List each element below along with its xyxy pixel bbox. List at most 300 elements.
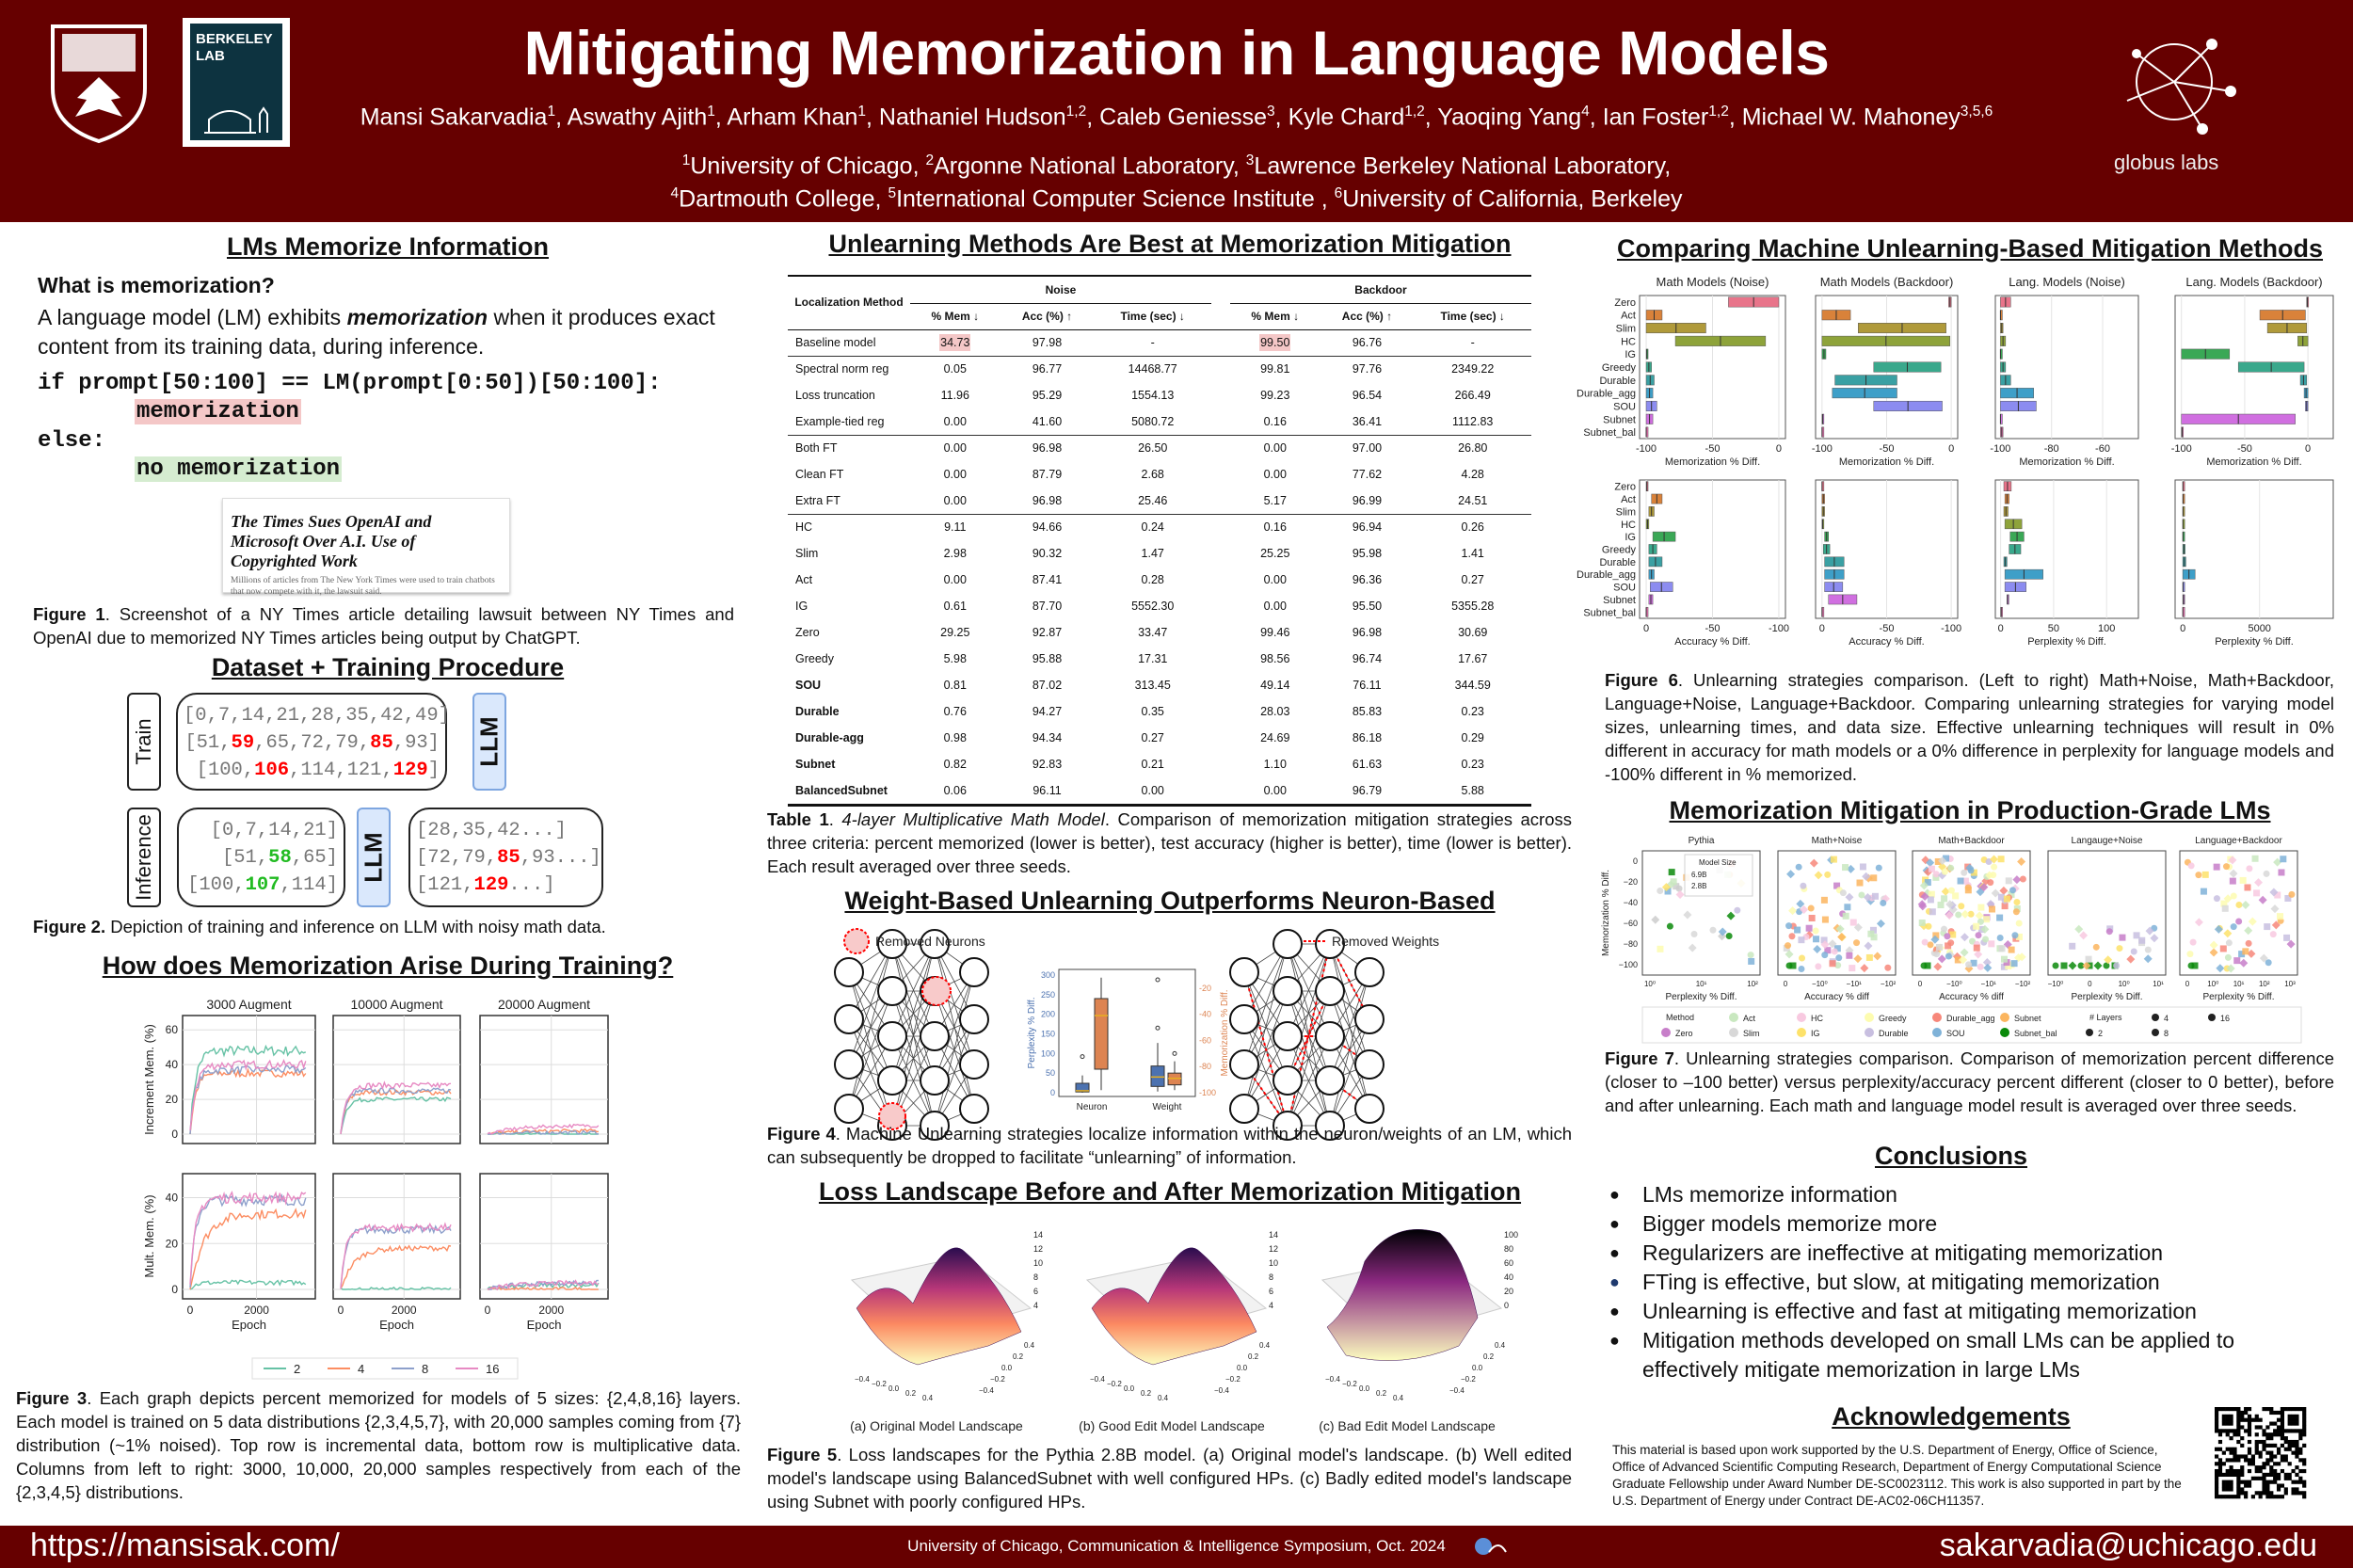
qr-module	[2291, 1415, 2295, 1418]
qr-module	[2248, 1440, 2251, 1444]
qr-module	[2269, 1451, 2273, 1455]
qr-module	[2233, 1469, 2236, 1473]
scatter-point	[2223, 863, 2230, 870]
value-cell	[1094, 356, 1211, 382]
qr-module	[2265, 1473, 2269, 1477]
scatter-point	[1996, 915, 2003, 921]
z-tick-label: 10	[1269, 1258, 1279, 1268]
scatter-point	[2009, 887, 2016, 893]
spacer-cell	[1211, 777, 1230, 804]
value: 0.27	[1141, 731, 1164, 744]
qr-module	[2215, 1473, 2218, 1477]
value: 95.88	[1032, 652, 1063, 665]
value: 0.00	[943, 493, 967, 507]
vertical-label: Inference	[132, 814, 155, 901]
value-cell	[1414, 777, 1531, 804]
value-cell	[1094, 461, 1211, 488]
qr-module	[2259, 1425, 2263, 1429]
qr-module	[2281, 1429, 2284, 1432]
value: 25.46	[1138, 493, 1168, 507]
qr-module	[2295, 1487, 2298, 1491]
qr-module	[2281, 1495, 2284, 1498]
method-cell: Act	[795, 573, 813, 586]
panel-caption: (a) Original Model Landscape	[850, 1418, 1023, 1433]
table-1-caption: Table 1. 4-layer Multiplicative Math Model. Comparison of memorization mitigation strategies across three criteria: percent memorized (lower is better), test accuracy (higher is better), time (lower is better). Each result averaged over three seeds.	[767, 809, 1573, 876]
value-cell	[1321, 567, 1415, 593]
scatter-point	[1999, 945, 2006, 952]
qr-module	[2255, 1465, 2259, 1469]
qr-module	[2255, 1432, 2259, 1436]
x-tick-label: 0	[1783, 980, 1788, 988]
qr-module	[2291, 1480, 2295, 1484]
author-affiliation-sup: 3,5,6	[1960, 104, 1993, 120]
qr-module	[2273, 1480, 2277, 1484]
scatter-point	[1748, 958, 1754, 965]
scatter-point	[1945, 952, 1952, 959]
scatter-point	[2011, 960, 2018, 967]
method-cell: SOU	[795, 679, 822, 692]
table-row	[788, 619, 1531, 646]
method-cell: Zero	[795, 626, 820, 639]
value-cell	[1414, 619, 1531, 646]
legend-shape	[2208, 1014, 2216, 1021]
qr-module	[2281, 1469, 2284, 1473]
sequence-row	[416, 817, 596, 844]
qr-module	[2284, 1436, 2288, 1440]
z-tick-label: 80	[1504, 1244, 1514, 1254]
scatter-point	[1691, 931, 1698, 937]
scatter-point	[1669, 869, 1675, 875]
neuron	[1355, 1050, 1384, 1079]
qr-module	[2236, 1440, 2240, 1444]
value: 96.94	[1352, 520, 1383, 535]
spacer-cell	[1211, 567, 1230, 593]
scatter-point	[1840, 889, 1847, 896]
scatter-point	[1808, 905, 1815, 912]
value-cell	[1230, 540, 1321, 567]
qr-module	[2236, 1425, 2240, 1429]
scatter-point	[2069, 943, 2075, 950]
x-axis-label: Memorization % Diff.	[1664, 456, 1761, 468]
qr-code[interactable]	[2215, 1407, 2306, 1500]
value-cell	[910, 356, 1000, 382]
qr-module	[2248, 1448, 2251, 1451]
value-cell	[1321, 540, 1415, 567]
affiliation-sup: 3	[1245, 152, 1255, 168]
y-tick-label: 0.4	[1024, 1341, 1035, 1350]
qr-module	[2215, 1418, 2218, 1422]
qr-module	[2298, 1480, 2302, 1484]
qr-module	[2277, 1432, 2281, 1436]
left-y-tick: 150	[1040, 1029, 1055, 1039]
x-tick-label: −0.4	[1090, 1375, 1105, 1384]
qr-module	[2262, 1444, 2265, 1448]
qr-module	[2240, 1415, 2244, 1418]
panel-title: Math Models (Noise)	[1656, 275, 1769, 289]
scatter-point	[1667, 923, 1673, 930]
method-label: Zero	[1614, 481, 1636, 493]
legend-title: Method	[1666, 1013, 1695, 1022]
z-tick-label: 14	[1269, 1230, 1279, 1240]
x-tick-label: 0	[186, 1304, 194, 1317]
value-cell	[1230, 435, 1321, 461]
value: 87.70	[1032, 600, 1063, 613]
y-tick-label: 0.2	[1013, 1352, 1024, 1361]
sequence-row	[184, 757, 440, 784]
value: 92.87	[1032, 626, 1063, 639]
value-cell	[1000, 382, 1095, 408]
qr-module	[2284, 1458, 2288, 1462]
section-heading-arise: How does Memorization Arise During Training?	[102, 952, 674, 980]
figure-3-caption: Figure 3. Each graph depicts percent memorized for models of 5 sizes: {2,4,8,16} layers. Each model is trained on 5 data distributions {2,3,4,5,7}, with 20,000 samples coming from {7} distribution (~1% noised). Top row is incremental data, bottom row is multiplicative data. Columns from left to right: 3000, 10,000, 20,000 samples respectively from each of the {2,3,4,5} distributions.	[16, 1388, 741, 1502]
bullet-icon: ●	[1609, 1243, 1620, 1262]
sequence-row	[416, 872, 596, 899]
panel-title: 20000 Augment	[497, 997, 591, 1012]
scatter-point	[1798, 936, 1804, 943]
qr-module	[2273, 1473, 2277, 1477]
figure-2-caption: Figure 2. Depiction of training and inference on LLM with noisy math data.	[33, 917, 606, 936]
qr-module	[2248, 1483, 2251, 1487]
scatter-point	[2119, 935, 2125, 941]
qr-module	[2240, 1465, 2244, 1469]
x-tick-label: 0	[1948, 443, 1955, 455]
y-tick-label: 0.4	[1259, 1341, 1271, 1350]
sequence-token: 129	[473, 874, 509, 896]
value: 0.24	[1141, 520, 1164, 535]
value-cell	[1230, 514, 1321, 540]
method-cell: Durable	[795, 705, 840, 718]
scatter-point	[1922, 939, 1929, 946]
value-cell	[910, 593, 1000, 619]
scatter-point	[2013, 908, 2020, 915]
qr-module	[2236, 1411, 2240, 1415]
neuron	[1273, 1022, 1302, 1050]
qr-module	[2302, 1458, 2306, 1462]
sequence-row	[416, 844, 601, 872]
qr-module	[2259, 1440, 2263, 1444]
qr-module	[2302, 1407, 2306, 1411]
conclusion-item	[1609, 1268, 2325, 1297]
author-name: Michael W. Mahoney	[1741, 104, 1961, 131]
value: 0.16	[1263, 520, 1287, 535]
scatter-point	[2253, 889, 2260, 896]
neuron	[960, 1050, 988, 1079]
qr-module	[2230, 1407, 2233, 1411]
qr-module	[2284, 1454, 2288, 1458]
value-cell	[1000, 698, 1095, 725]
qr-module	[2218, 1440, 2222, 1444]
code-if-line: if prompt[50:100] == LM(prompt[0:50])[50:100]:	[38, 371, 662, 396]
z-tick-label: 100	[1504, 1230, 1519, 1240]
qr-module	[2215, 1411, 2218, 1415]
scatter-point	[1938, 902, 1945, 908]
y-tick-label: 0	[171, 1283, 178, 1296]
subheader: Time (sec) ↓	[1440, 310, 1505, 323]
scatter-point	[1983, 916, 1990, 922]
sequence-token: ,93...]	[520, 847, 601, 869]
y-tick-label: 0	[1632, 856, 1638, 866]
x-tick-label: -50	[1879, 443, 1895, 455]
panel-title: Langauge+Noise	[2071, 836, 2143, 846]
scatter-point	[1948, 888, 1955, 894]
qr-module	[2288, 1448, 2292, 1451]
value: 0.00	[1263, 784, 1287, 797]
plot-frame	[1995, 296, 2138, 439]
x-tick-label: −0.4	[1325, 1375, 1340, 1384]
scatter-point	[2277, 913, 2283, 920]
qr-module	[2218, 1462, 2222, 1465]
scatter-point	[2265, 959, 2272, 966]
value-cell	[1000, 646, 1095, 672]
qr-module	[2298, 1432, 2302, 1436]
method-label: Durable_agg	[1577, 569, 1636, 582]
sequence-token: 106	[254, 760, 290, 781]
method-label: IG	[1625, 532, 1636, 544]
value: 87.41	[1032, 573, 1063, 586]
z-tick-label: 20	[1504, 1287, 1514, 1296]
qr-module	[2281, 1454, 2284, 1458]
qr-module	[2265, 1462, 2269, 1465]
scatter-point	[2011, 932, 2018, 938]
y-tick-label: −20	[1623, 877, 1638, 887]
y-tick-label: 0.4	[1495, 1341, 1506, 1350]
legend-marker	[1865, 1013, 1874, 1022]
x-axis-label: Accuracy % Diff.	[1849, 636, 1925, 648]
figure-5-caption: Figure 5. Loss landscapes for the Pythia 2.8B model. (a) Original model's landscape. (b) Well edited model's landscape using BalancedSubnet with well configured HPs. (c) Badly edited model's landscape using Subnet with poorly configured HPs.	[767, 1445, 1572, 1512]
scatter-point	[2116, 945, 2122, 952]
qr-module	[2233, 1458, 2236, 1462]
sequence-token: 85	[370, 732, 393, 754]
value-cell	[1000, 488, 1095, 514]
z-tick-label: 14	[1033, 1230, 1044, 1240]
website-link[interactable]: https://mansisak.com/	[30, 1528, 340, 1563]
scatter-point	[1958, 877, 1964, 884]
value: 92.83	[1032, 758, 1063, 771]
legend-shape	[2152, 1029, 2159, 1036]
scatter-point	[1790, 963, 1797, 969]
qr-module	[2215, 1415, 2218, 1418]
scatter-point	[1822, 917, 1829, 923]
qr-module	[2248, 1418, 2251, 1422]
x-tick-label: 10²	[2258, 980, 2270, 988]
z-tick-label: 12	[1033, 1244, 1044, 1254]
qr-module	[2302, 1432, 2306, 1436]
qr-module	[2259, 1454, 2263, 1458]
qr-module	[2244, 1429, 2248, 1432]
qr-module	[2215, 1480, 2218, 1484]
qr-module	[2255, 1425, 2259, 1429]
x-tick-label: 0.2	[1376, 1389, 1387, 1398]
qr-module	[2288, 1444, 2292, 1448]
value-cell	[1230, 777, 1321, 804]
x-axis-label: Perplexity % Diff.	[1665, 992, 1737, 1002]
qr-module	[2277, 1448, 2281, 1451]
qr-module	[2273, 1477, 2277, 1480]
x-tick-label: 0	[1997, 623, 2004, 634]
email-link[interactable]: sakarvadia@uchicago.edu	[1939, 1528, 2317, 1563]
x-tick-label: 100	[2098, 623, 2116, 634]
value-cell	[1230, 382, 1321, 408]
sequence-token: 59	[231, 732, 255, 754]
x-tick-label: −10⁰	[2047, 980, 2064, 988]
legend-marker	[2000, 1013, 2009, 1022]
qr-module	[2255, 1477, 2259, 1480]
qr-module	[2265, 1495, 2269, 1498]
scatter-point	[1928, 896, 1934, 903]
qr-module	[2218, 1465, 2222, 1469]
author-affiliation-sup: 1,2	[1065, 104, 1087, 120]
qr-module	[2255, 1440, 2259, 1444]
value-cell	[1414, 356, 1531, 382]
qr-module	[2226, 1480, 2230, 1484]
value: 94.27	[1032, 705, 1063, 718]
x-tick-label: 2000	[244, 1304, 269, 1317]
spacer-cell	[1211, 408, 1230, 435]
vertical-label: LLM	[474, 716, 504, 767]
y-tick-label: 0.2	[1248, 1352, 1259, 1361]
left-y-tick: 200	[1040, 1009, 1055, 1019]
qr-module	[2265, 1487, 2269, 1491]
sequence-token: [100,	[187, 874, 246, 896]
scatter-point	[2264, 871, 2270, 877]
author-name: Kyle Chard	[1288, 104, 1405, 131]
qr-module	[2295, 1415, 2298, 1418]
qr-module	[2230, 1469, 2233, 1473]
left-y-tick: 250	[1040, 989, 1055, 1000]
qr-module	[2284, 1477, 2288, 1480]
method-label: Act	[1621, 310, 1636, 322]
affiliation-name: Lawrence Berkeley National Laboratory,	[1254, 152, 1672, 180]
x-tick-label: 0	[1917, 980, 1923, 988]
affiliation-sup: 2	[925, 152, 935, 168]
qr-module	[2222, 1473, 2226, 1477]
x-tick-label: 10¹	[2233, 980, 2245, 988]
spacer-cell	[1211, 382, 1230, 408]
z-tick-label: 4	[1269, 1301, 1274, 1310]
value-cell	[1321, 725, 1415, 751]
qr-module	[2218, 1473, 2222, 1477]
qr-module	[2273, 1495, 2277, 1498]
qr-module	[2218, 1458, 2222, 1462]
sequence-token: [51,	[184, 732, 232, 754]
value-cell	[1094, 672, 1211, 698]
sequence-token: 129	[392, 760, 428, 781]
value-cell	[1321, 777, 1415, 804]
table-row	[788, 646, 1531, 672]
scatter-point	[1821, 897, 1828, 904]
conclusion-text: Mitigation methods developed on small LMs can be applied to effectively mitigate memorization in large LMs	[1642, 1328, 2235, 1382]
scatter-point	[2242, 948, 2249, 954]
value: 2.98	[943, 547, 967, 560]
train-label-box	[127, 693, 161, 791]
value-cell	[910, 329, 1000, 356]
value-cell	[1000, 435, 1095, 461]
spacer-cell	[1211, 488, 1230, 514]
neuron	[1273, 930, 1302, 958]
x-axis-label: Perplexity % Diff.	[2215, 636, 2294, 648]
x-axis-label: Perplexity % Diff.	[2027, 636, 2106, 648]
qr-module	[2273, 1411, 2277, 1415]
qr-module	[2269, 1422, 2273, 1426]
value-cell	[1321, 329, 1415, 356]
method-cell: BalancedSubnet	[795, 784, 888, 797]
legend-label: 4	[2164, 1014, 2169, 1023]
qr-module	[2255, 1469, 2259, 1473]
scatter-point	[2053, 963, 2059, 969]
qr-module	[2302, 1462, 2306, 1465]
qr-module	[2240, 1491, 2244, 1495]
vertical-label: Train	[132, 718, 155, 765]
spacer-cell	[1211, 540, 1230, 567]
value-cell	[1321, 619, 1415, 646]
value: 26.50	[1138, 441, 1168, 456]
qr-module	[2248, 1407, 2251, 1411]
x-tick-label: 10¹	[2153, 980, 2164, 988]
spacer	[1211, 303, 1230, 329]
qr-module	[2291, 1444, 2295, 1448]
value-cell	[910, 698, 1000, 725]
value: 0.00	[1263, 600, 1287, 613]
legend-label: Durable	[1879, 1029, 1909, 1038]
value-cell	[1321, 488, 1415, 514]
qr-module	[2230, 1451, 2233, 1455]
legend-label: Subnet	[2014, 1014, 2041, 1023]
value-cell	[1321, 593, 1415, 619]
scatter-point	[1880, 900, 1886, 906]
value-cell	[1000, 540, 1095, 567]
x-tick-label: 0.2	[905, 1389, 917, 1398]
affiliation-name: University of Chicago,	[690, 152, 926, 180]
value: 97.76	[1352, 362, 1383, 376]
neuron	[1230, 1050, 1258, 1079]
qr-module	[2236, 1477, 2240, 1480]
qr-module	[2255, 1448, 2259, 1451]
qr-module	[2215, 1448, 2218, 1451]
qr-module	[2226, 1469, 2230, 1473]
scatter-point	[2192, 963, 2199, 969]
method-cell: IG	[795, 600, 808, 613]
figure-7-scatter-plots	[1600, 828, 2344, 1045]
scatter-point	[2246, 940, 2252, 947]
value: 95.29	[1032, 389, 1063, 402]
table-row	[788, 408, 1531, 435]
scatter-point	[2244, 884, 2250, 890]
x-tick-label: −10¹	[1980, 980, 1996, 988]
legend-label: Act	[1743, 1014, 1756, 1023]
scatter-point	[2252, 856, 2259, 862]
scatter-point	[1657, 888, 1663, 894]
header-backdoor: Backdoor	[1230, 277, 1531, 303]
z-tick-label: 40	[1504, 1272, 1514, 1282]
value-cell	[910, 751, 1000, 777]
author-affiliation-sup: 1	[857, 104, 867, 120]
value-cell	[910, 514, 1000, 540]
qr-module	[2262, 1465, 2265, 1469]
value: 85.83	[1352, 705, 1383, 718]
x-tick-label: -100	[1768, 623, 1789, 634]
qr-module	[2248, 1458, 2251, 1462]
scatter-point	[1942, 869, 1948, 875]
section-heading-loss-landscape: Loss Landscape Before and After Memorization Mitigation	[818, 1177, 1522, 1206]
y-tick-label: 40	[165, 1058, 178, 1072]
x-axis-label: Accuracy % diff	[1939, 992, 2004, 1002]
qr-module	[2273, 1432, 2277, 1436]
value: 36.41	[1352, 414, 1383, 428]
qr-module	[2298, 1448, 2302, 1451]
value: 266.49	[1454, 389, 1491, 402]
panel-title: Lang. Models (Noise)	[2009, 275, 2125, 289]
legend-marker	[1932, 1013, 1942, 1022]
